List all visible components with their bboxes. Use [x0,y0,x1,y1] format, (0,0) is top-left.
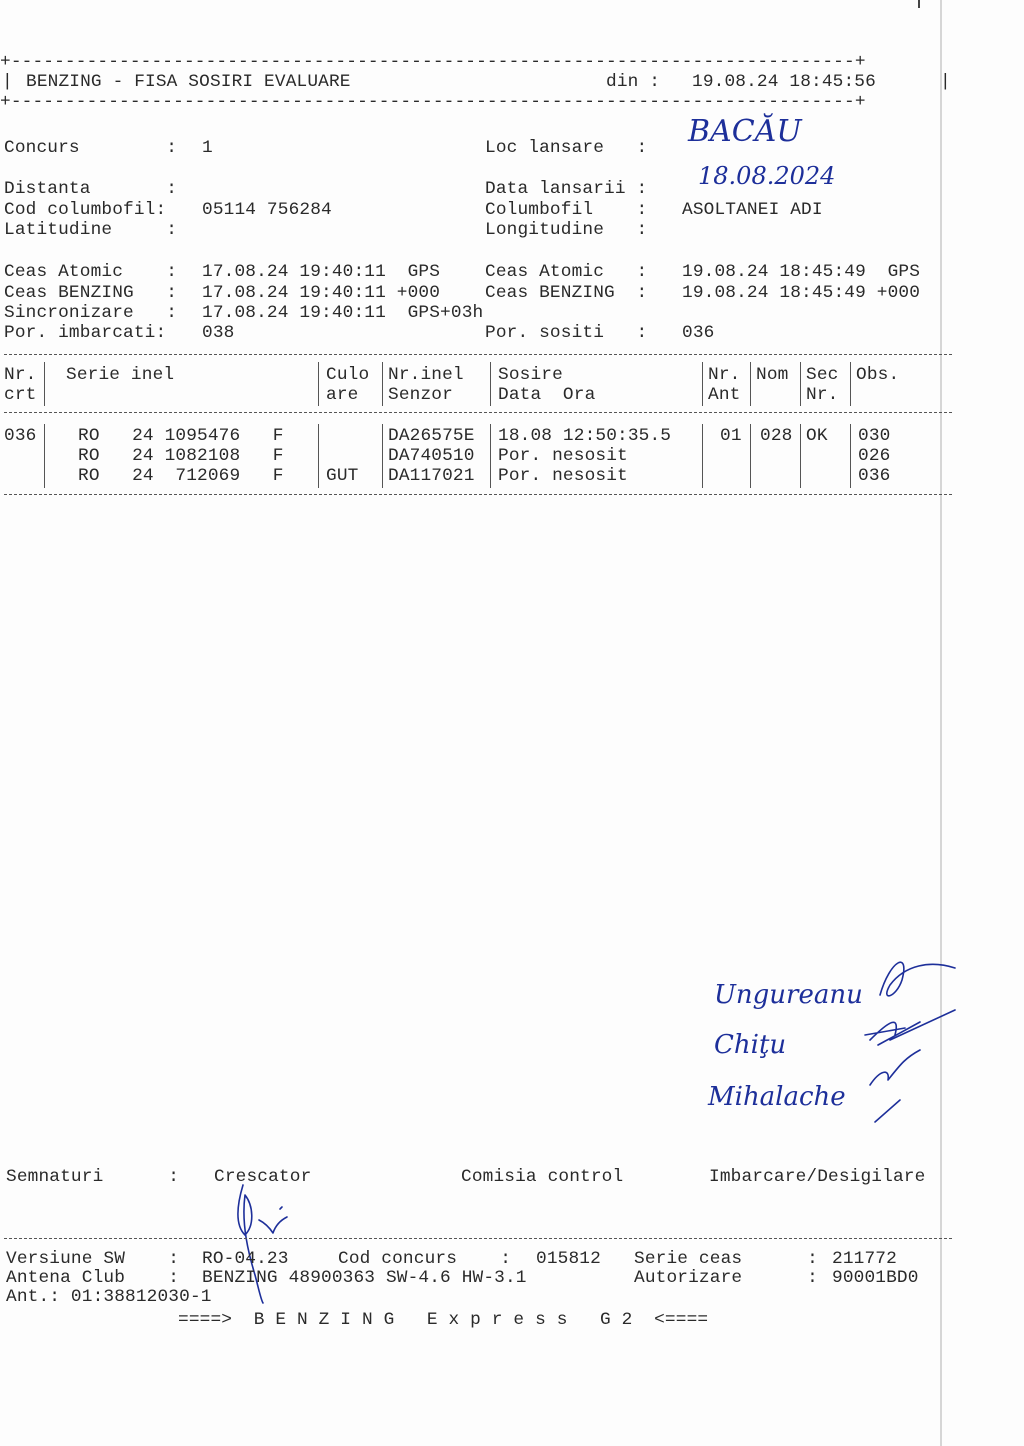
versiune-sw-label: Versiune SW : [6,1249,180,1269]
table-col-line [750,362,751,406]
signature-crescator: Crescator [214,1167,312,1187]
columbofil-label: Columbofil : [485,200,648,220]
commission-signatures [860,940,960,1130]
table-col-line [318,362,319,406]
ceas-benzing-end-label: Ceas BENZING : [485,283,648,303]
table-col-line [850,424,851,488]
ceas-atomic-start-value: 17.08.24 19:40:11 GPS [202,262,441,282]
header-border-top: +------------------------------------------------------------------------------+ [0,52,866,72]
loc-lansare-label: Loc lansare : [485,138,648,158]
row-senzor: DA740510 [388,446,475,466]
header-sec-nr: Nr. [806,385,839,405]
columbofil-value: ASOLTANEI ADI [682,200,823,220]
serie-ceas-value: 211772 [832,1249,897,1269]
table-rule-top [4,354,952,355]
row-ant: 01 [720,426,742,446]
table-col-line [490,362,491,406]
table-col-line [382,362,383,406]
table-col-line [44,424,45,488]
header-nr-crt-2: crt [4,385,37,405]
header-senzor: Senzor [388,385,453,405]
header-nr-inel: Nr.inel [388,365,464,385]
ceas-benzing-start-value: 17.08.24 19:40:11 +000 [202,283,441,303]
table-col-line [44,362,45,406]
versiune-sw-value: RO-04.23 [202,1249,289,1269]
row-obs: 036 [858,466,891,486]
porumbei-imbarcati-label: Por. imbarcati: [4,323,167,343]
row-nr-crt: 036 [4,426,37,446]
row-serie: RO 24 1095476 F [78,426,284,446]
distanta-label: Distanta : [4,179,178,199]
handwritten-commission-name-1: Ungureanu [714,980,863,1010]
header-data-ora: Data Ora [498,385,596,405]
footer-rule [4,1238,952,1239]
table-col-line [382,424,383,488]
serie-ceas-label: Serie ceas : [634,1249,818,1269]
table-rule-header [4,412,952,413]
row-serie: RO 24 712069 F [78,466,284,486]
data-lansarii-label: Data lansarii : [485,179,648,199]
row-nom: 028 [760,426,793,446]
cod-columbofil-value: 05114 756284 [202,200,332,220]
header-nr-ant-2: Ant [708,385,741,405]
header-sec: Sec [806,365,839,385]
table-col-line [490,424,491,488]
ceas-benzing-start-label: Ceas BENZING : [4,283,178,303]
row-serie: RO 24 1082108 F [78,446,284,466]
ceas-benzing-end-value: 19.08.24 18:45:49 +000 [682,283,921,303]
table-col-line [800,362,801,406]
header-obs: Obs. [856,365,900,385]
antena-club-value: BENZING 48900363 SW-4.6 HW-3.1 [202,1268,527,1288]
porumbei-imbarcati-value: 038 [202,323,235,343]
table-col-line [702,362,703,406]
header-sosire: Sosire [498,365,563,385]
row-obs: 030 [858,426,891,446]
handwritten-commission-name-3: Mihalache [708,1082,846,1112]
ceas-atomic-end-value: 19.08.24 18:45:49 GPS [682,262,921,282]
header-left-bar: | [2,72,13,92]
signature-imbarcare-desigilare: Imbarcare/Desigilare [709,1167,926,1187]
report-title: BENZING - FISA SOSIRI EVALUARE [26,72,351,92]
row-culoare: GUT [326,466,359,486]
porumbei-sositi-label: Por. sositi : [485,323,648,343]
handwritten-loc-lansare: BACĂU [688,114,802,149]
header-nr-ant: Nr. [708,365,741,385]
table-col-line [850,362,851,406]
autorizare-label: Autorizare : [634,1268,818,1288]
header-serie-inel: Serie inel [66,365,175,385]
handwritten-commission-name-2: Chiţu [714,1030,787,1060]
row-senzor: DA26575E [388,426,475,446]
antena-id: Ant.: 01:38812030-1 [6,1287,212,1307]
handwritten-data-lansarii: 18.08.2024 [698,162,836,190]
antena-club-label: Antena Club : [6,1268,180,1288]
ceas-atomic-end-label: Ceas Atomic : [485,262,648,282]
header-border-bottom: +------------------------------------------------------------------------------+ [0,92,866,112]
signature-comisia-control: Comisia control [461,1167,624,1187]
cod-concurs-label: Cod concurs : [338,1249,512,1269]
header-date-label: din : [606,72,661,92]
concurs-label: Concurs : [4,138,178,158]
scan-mark [918,0,920,8]
table-col-line [800,424,801,488]
concurs-value: 1 [202,138,213,158]
header-right-bar: | [940,72,951,92]
row-sec: OK [806,426,828,446]
header-culoare-2: are [326,385,359,405]
autorizare-value: 90001BD0 [832,1268,919,1288]
cod-concurs-value: 015812 [536,1249,601,1269]
table-rule-bottom [4,494,952,495]
row-sosire: Por. nesosit [498,466,628,486]
header-date-value: 19.08.24 18:45:56 [692,72,876,92]
sincronizare-value: 17.08.24 19:40:11 GPS+03h [202,303,484,323]
table-col-line [702,424,703,488]
table-col-line [750,424,751,488]
latitudine-label: Latitudine : [4,220,178,240]
header-culoare: Culo [326,365,370,385]
cod-columbofil-label: Cod columbofil: [4,200,167,220]
ceas-atomic-start-label: Ceas Atomic : [4,262,178,282]
sincronizare-label: Sincronizare : [4,303,178,323]
longitudine-label: Longitudine : [485,220,648,240]
device-banner: ====> B E N Z I N G E x p r e s s G 2 <==== [178,1310,709,1330]
semnaturi-label: Semnaturi : [6,1167,180,1187]
table-col-line [318,424,319,488]
row-sosire: Por. nesosit [498,446,628,466]
row-sosire: 18.08 12:50:35.5 [498,426,672,446]
header-nom: Nom [756,365,789,385]
porumbei-sositi-value: 036 [682,323,715,343]
row-senzor: DA117021 [388,466,475,486]
scan-edge [940,0,942,1446]
header-nr-crt: Nr. [4,365,37,385]
row-obs: 026 [858,446,891,466]
